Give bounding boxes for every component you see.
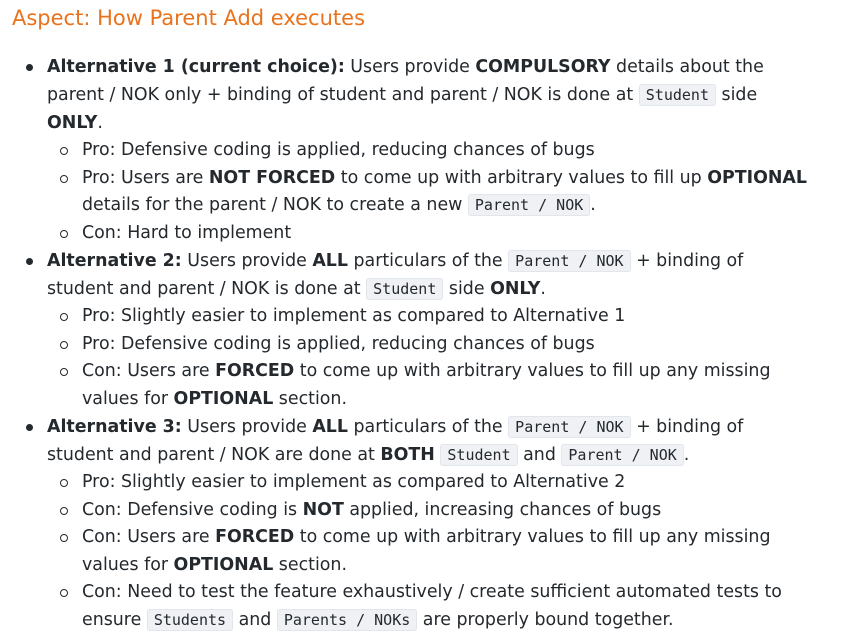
alt1-pro-1: Pro: Defensive coding is applied, reducing chances of bugs [47,137,807,165]
text: . [683,445,690,465]
text: + binding of student and parent / NOK is done at [47,251,744,299]
alt3-con-2 [47,524,807,579]
text: to come up with arbitrary values to fill up [335,167,708,188]
text: + binding of student and parent / NOK are done at [47,417,744,465]
text: . [540,279,546,299]
alt1-pro-2 [47,165,807,220]
code-parent-nok: Parent / NOK [468,194,590,216]
alt1-text: side [715,85,758,105]
text: Con: Users are [82,527,216,547]
alternative-3 [12,413,807,634]
alt1-bold: COMPULSORY [475,57,611,77]
bold-text: OPTIONAL [707,167,807,188]
alt2-pro-2: Pro: Defensive coding is applied, reducing chances of bugs [47,331,807,359]
alt2-title: Alternative 2: [47,251,182,271]
text: to come up with arbitrary values to fill up any missing values for [82,527,771,575]
bold-text: NOT [302,499,344,520]
text: and [233,609,277,630]
text: Users provide [181,417,313,437]
text: side [443,279,491,299]
text: are properly bound together. [417,609,674,630]
alternatives-list [12,53,845,634]
bold-text: ALL [312,417,348,437]
text: Con: Users are [82,361,216,381]
code-parent-nok: Parent / NOK [508,250,630,272]
code-parent-nok: Parent / NOK [508,416,630,438]
alt3-con-3 [47,579,807,634]
alt2-pro-1: Pro: Slightly easier to implement as compared to Alternative 1 [47,303,807,331]
code-parent-nok: Parent / NOK [561,444,683,466]
alt1-text: . [97,113,103,133]
text: Pro: Users are [82,167,209,188]
bold-text: ALL [312,251,348,271]
bold-text: OPTIONAL [173,554,274,575]
text: applied, increasing chances of bugs [343,499,662,520]
alt3-con-1 [47,497,807,525]
code-student: Student [366,278,443,300]
bold-text: NOT FORCED [208,167,336,188]
text: and [517,445,562,465]
alt3-pro-1: Pro: Slightly easier to implement as compared to Alternative 2 [47,469,807,497]
code-students: Students [147,609,233,631]
alt2-con-1 [47,358,807,413]
text: section. [273,554,347,575]
text: Con: Defensive coding is [82,499,303,520]
text: particulars of the [347,251,509,271]
alt1-text: Users provide [344,57,476,77]
text: Con: Need to test the feature exhaustively / create sufficient automated tests to ensure [82,582,782,630]
alt1-text: details about the parent / NOK only + binding of student and parent / NOK is done at [47,57,764,105]
bold-text: BOTH [380,445,435,465]
alternative-2 [12,247,807,413]
text: to come up with arbitrary values to fill up any missing values for [82,361,771,409]
alt1-bold: ONLY [47,113,98,133]
alt1-code-student: Student [639,84,716,106]
section-heading: Aspect: How Parent Add executes [12,6,366,30]
bold-text: ONLY [490,279,541,299]
alt2-sublist [47,303,807,413]
text: details for the parent / NOK to create a new [82,195,468,215]
code-student: Student [440,444,517,466]
alt1-sublist [47,137,807,247]
alt1-con-1: Con: Hard to implement [47,220,807,248]
bold-text: FORCED [215,361,295,381]
alternative-1 [12,53,807,247]
alt3-sublist [47,469,807,634]
text: Users provide [181,251,313,271]
bold-text: OPTIONAL [173,388,274,409]
alt1-title: Alternative 1 (current choice): [47,57,345,77]
text: particulars of the [347,417,509,437]
code-parents-noks: Parents / NOKs [277,609,417,631]
alt3-title: Alternative 3: [47,417,182,437]
text: . [590,195,596,215]
text: section. [273,388,347,409]
bold-text: FORCED [215,527,295,547]
